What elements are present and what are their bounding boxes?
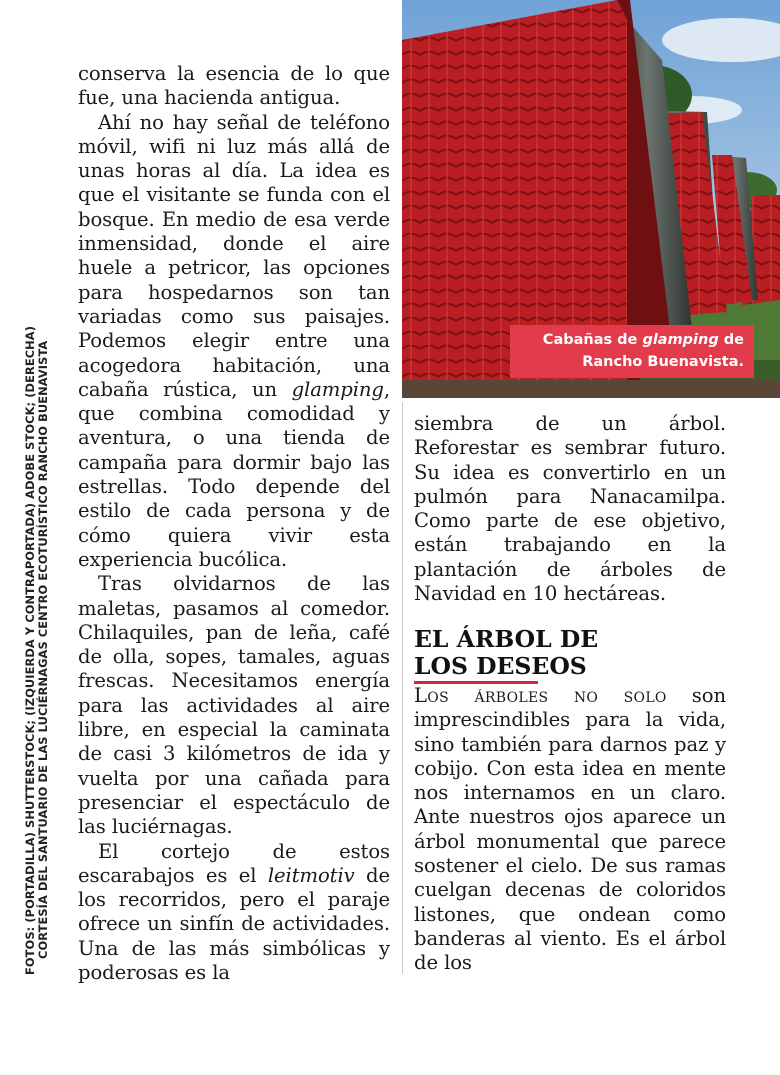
paragraph: Ahí no hay señal de teléfono móvil, wifi ni luz más allá de unas horas al día. La idea es que el visitante se funda con el bosque. En medio de esa verde inmensidad, donde el aire huele a petricor, las opciones para hospedarnos son tan variadas como sus paisajes. Podemos elegir entre una acogedora habitación, una cabaña rústica, un glamping, que combina comodidad y aventura, o una tienda de campaña para dormir bajo las estrellas. Todo depende del estilo de cada persona y de cómo quiera vivir esta experiencia bucólica. — [78, 110, 390, 571]
left-column — [78, 62, 390, 985]
credits-line-1: FOTOS: (PORTADILLA) SHUTTERSTOCK; (IZQUIERDA Y CONTRAPORTADA) ADOBE STOCK; (DERECHA) — [23, 325, 37, 975]
heading-line-1: EL ÁRBOL DE — [414, 625, 599, 653]
right-column-section — [414, 684, 726, 976]
emphasis: leitmotiv — [267, 863, 355, 887]
caption-line-2: Rancho Buenavista. — [582, 354, 744, 370]
photo-caption — [510, 325, 754, 378]
lead-in: Los árboles no solo — [414, 684, 667, 707]
paragraph: Tras olvidarnos de las maletas, pasamos al comedor. Chilaquiles, pan de leña, café de olla, sopes, tamales, aguas frescas. Necesitamos energía para las actividades al aire libre, en especial la caminata de casi 3 kilómetros de ida y vuelta por una cañada para presenciar el espectáculo de las luciérnagas. — [78, 572, 390, 839]
column-divider — [402, 402, 403, 974]
credits-line-2: CORTESÍA DEL SANTUARIO DE LAS LUCIÉRNAGAS CENTRO ECOTURÍSTICO RANCHO BUENAVISTA — [36, 340, 50, 960]
section-heading — [414, 626, 734, 680]
caption-line-1: Cabañas de glamping de — [542, 332, 744, 348]
paragraph: siembra de un árbol. Reforestar es sembrar futuro. Su idea es convertirlo en un pulmón para Nanacamilpa. Como parte de ese objetivo, están trabajando en la plantación de árboles de Navidad en 10 hectáreas. — [414, 412, 726, 606]
paragraph: conserva la esencia de lo que fue, una hacienda antigua. — [78, 62, 390, 110]
paragraph: Los árboles no solo son imprescindibles para la vida, sino también para darnos paz y cobijo. Con esta idea en mente nos internamos en un claro. Ante nuestros ojos aparece un árbol monumental que parece sostener el cielo. De sus ramas cuelgan decenas de coloridos listones, que ondean como banderas al viento. Es el árbol de los — [414, 684, 726, 975]
right-column — [414, 412, 726, 606]
heading-line-2: LOS DESEOS — [414, 652, 587, 680]
emphasis: glamping — [291, 377, 384, 401]
paragraph: El cortejo de estos escarabajos es el leitmotiv de los recorridos, pero el paraje ofrece un sinfín de actividades. Una de las más simbólicas y poderosas es la — [78, 839, 390, 984]
photo-credits — [22, 320, 52, 980]
